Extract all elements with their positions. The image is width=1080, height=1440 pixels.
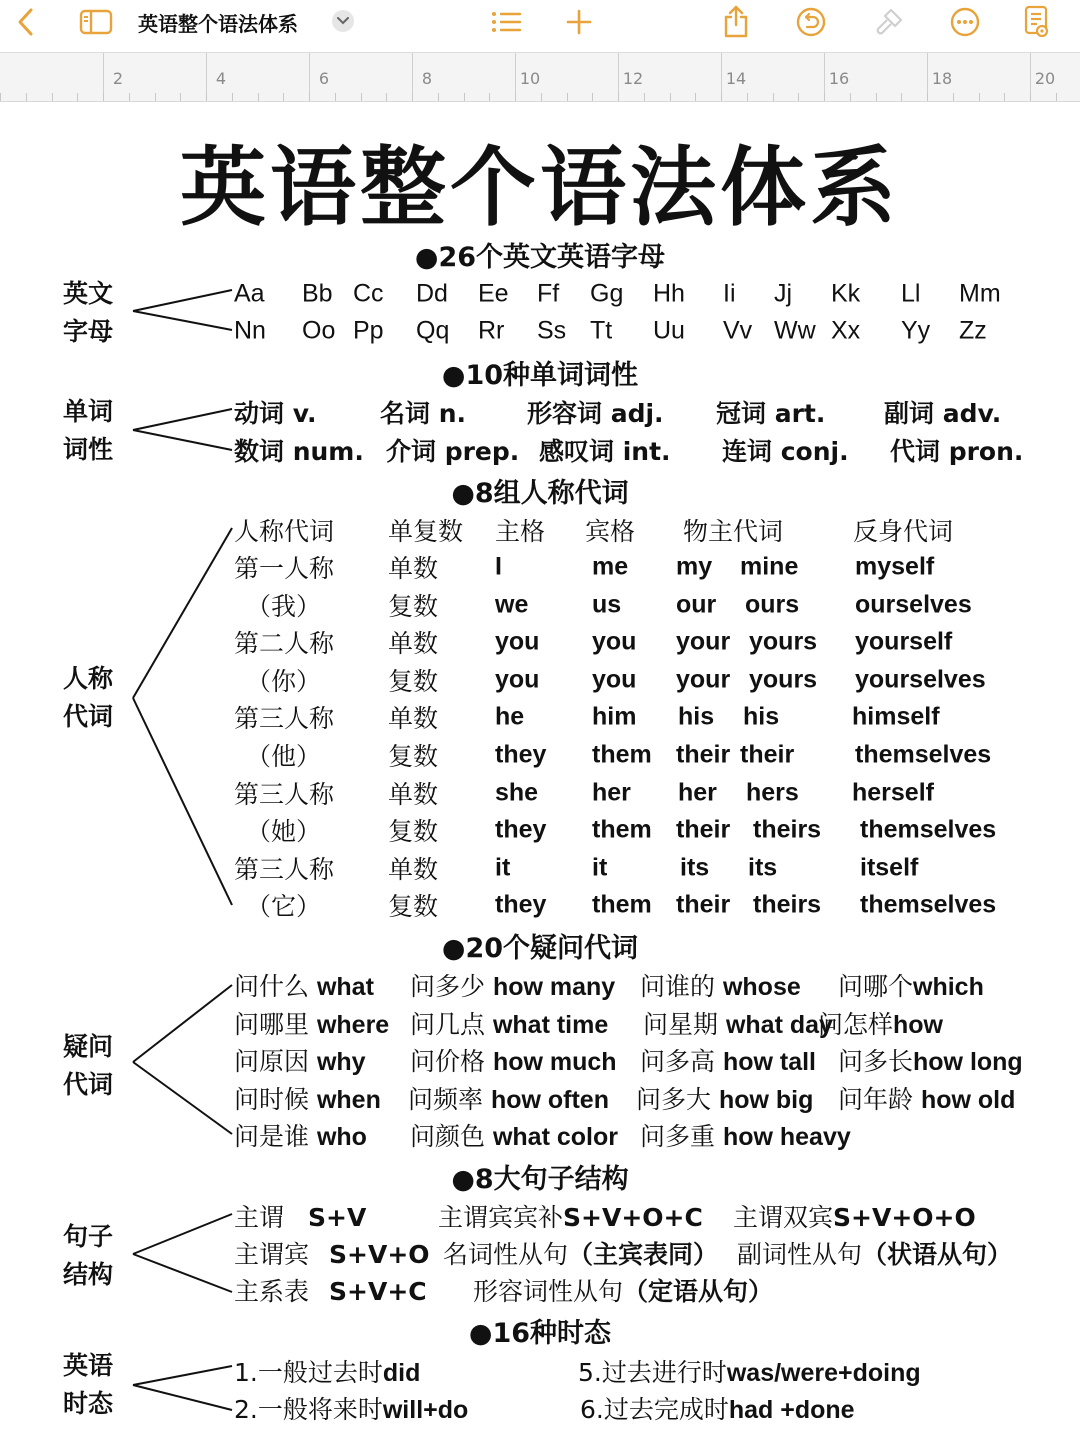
- pronoun-cell: we: [495, 590, 529, 619]
- section-heading: ●16种时态: [468, 1318, 612, 1349]
- alphabet-letter: Dd: [416, 279, 448, 308]
- pronoun-cell: himself: [852, 702, 940, 731]
- pronoun-cell: ours: [745, 590, 800, 619]
- ruler-label: 6: [318, 69, 330, 88]
- pronoun-cell: 单数: [388, 854, 439, 884]
- interrogative-word: how big: [718, 1085, 814, 1114]
- sentence-formula: （定语从句）: [623, 1277, 774, 1306]
- alphabet-letter: Nn: [234, 316, 266, 345]
- pronoun-cell: yours: [749, 627, 818, 656]
- sentence-formula: S+V+O: [329, 1240, 430, 1269]
- ruler-label: 20: [1034, 69, 1056, 88]
- pronoun-cell: mine: [740, 552, 799, 581]
- interrogative-item: 问年龄 how old: [838, 1084, 1016, 1114]
- pronoun-cell: myself: [855, 552, 935, 581]
- tense-item: 5.过去进行时was/were+doing: [578, 1358, 921, 1387]
- sentence-formula: S+V: [308, 1203, 367, 1232]
- interrogative-item: 问什么 what: [234, 972, 374, 1001]
- pronoun-cell: he: [495, 702, 525, 731]
- ruler-label: 14: [725, 69, 747, 88]
- interrogative-word: whose: [722, 973, 801, 1001]
- sentence-structure-item: 副词性从句（状语从句）: [737, 1240, 1013, 1269]
- pronoun-header-cell: 单复数: [388, 517, 464, 546]
- pronoun-cell: you: [592, 665, 637, 694]
- pronoun-cell: 单数: [388, 629, 439, 659]
- alphabet-letter: Ss: [537, 316, 567, 345]
- part-of-speech-item: 副词 adv.: [884, 399, 1002, 428]
- section-label: 人称: [63, 664, 114, 693]
- tense-formula: was/were+doing: [726, 1359, 921, 1387]
- alphabet-letter: Xx: [831, 316, 861, 345]
- interrogative-item: 问多大 how big: [636, 1084, 814, 1114]
- ruler-label: 4: [215, 69, 227, 88]
- alphabet-letter: Uu: [653, 316, 685, 345]
- pronoun-cell: it: [495, 853, 511, 882]
- pronoun-cell: 单数: [388, 704, 439, 734]
- section-label: 时态: [63, 1389, 114, 1418]
- pronoun-cell: yours: [749, 665, 818, 694]
- interrogative-word: how often: [490, 1085, 609, 1114]
- ruler-label: 8: [421, 69, 433, 88]
- pronoun-cell: I: [495, 552, 502, 581]
- interrogative-word: how long: [913, 1048, 1023, 1077]
- tense-formula: will+do: [382, 1396, 469, 1424]
- pronoun-cell: your: [676, 627, 731, 656]
- pronoun-header-cell: 人称代词: [234, 517, 335, 546]
- pronoun-cell: （他）: [246, 742, 322, 771]
- pronoun-cell: its: [748, 853, 778, 882]
- pronoun-cell: themselves: [860, 815, 997, 844]
- interrogative-item: 问谁的 whose: [640, 972, 801, 1001]
- pronoun-cell: your: [676, 665, 731, 694]
- section-label: 词性: [63, 435, 114, 464]
- interrogative-word: when: [316, 1085, 381, 1114]
- interrogative-word: how: [893, 1010, 944, 1039]
- section-label: 代词: [63, 702, 114, 731]
- pronoun-cell: （她）: [246, 817, 322, 847]
- pronoun-cell: his: [743, 702, 780, 731]
- tense-item: 2.一般将来时will+do: [234, 1395, 469, 1424]
- alphabet-letter: Bb: [302, 279, 333, 308]
- sentence-structure-item: 主谓 S+V: [234, 1203, 367, 1232]
- alphabet-letter: Aa: [234, 279, 265, 308]
- interrogative-word: where: [316, 1010, 390, 1039]
- interrogative-item: 问多长how long: [838, 1047, 1023, 1077]
- pronoun-cell: 复数: [388, 666, 439, 696]
- alphabet-letter: Pp: [353, 316, 384, 345]
- sentence-formula: S+V+O+C: [563, 1203, 703, 1232]
- pronoun-cell: you: [495, 665, 540, 694]
- pronoun-cell: us: [592, 590, 622, 619]
- pronoun-header-cell: 反身代词: [853, 517, 954, 546]
- pronoun-cell: them: [592, 815, 652, 844]
- sentence-structure-item: 名词性从句（主宾表同）: [443, 1240, 719, 1269]
- section-label: 代词: [63, 1070, 114, 1099]
- ruler-label: 18: [931, 69, 953, 88]
- pronoun-cell: 复数: [388, 742, 439, 771]
- pronoun-cell: themselves: [855, 740, 992, 769]
- section-heading: ●26个英文英语字母: [414, 242, 666, 273]
- section-label: 字母: [63, 317, 114, 346]
- section-heading: ●8组人称代词: [451, 478, 629, 509]
- interrogative-word: what day: [725, 1010, 833, 1039]
- pronoun-cell: （它）: [246, 892, 322, 922]
- pronoun-cell: their: [676, 890, 731, 919]
- pronoun-header-cell: 宾格: [585, 517, 636, 546]
- interrogative-word: what time: [492, 1010, 609, 1039]
- pronoun-cell: itself: [860, 853, 919, 882]
- alphabet-letter: Jj: [774, 279, 793, 308]
- interrogative-item: 问颜色 what color: [410, 1122, 618, 1152]
- section-label: 单词: [63, 397, 114, 426]
- pronoun-cell: 第三人称: [234, 704, 335, 734]
- sentence-formula: （主宾表同）: [568, 1240, 719, 1269]
- part-of-speech-item: 连词 conj.: [722, 437, 849, 466]
- alphabet-letter: Ee: [478, 279, 509, 308]
- sentence-formula: S+V+C: [329, 1277, 427, 1306]
- interrogative-word: what color: [492, 1123, 618, 1152]
- pronoun-cell: they: [495, 890, 547, 919]
- pronoun-cell: her: [592, 778, 631, 807]
- pronoun-header-cell: 物主代词: [683, 517, 784, 546]
- interrogative-word: how tall: [722, 1048, 817, 1077]
- page-title: 英语整个语法体系: [180, 138, 900, 238]
- interrogative-word: which: [913, 973, 984, 1001]
- pronoun-cell: me: [592, 552, 629, 581]
- tense-item: 6.过去完成时had +done: [580, 1395, 855, 1424]
- pronoun-cell: （你）: [246, 666, 322, 696]
- pronoun-cell: 复数: [388, 817, 439, 847]
- ruler-label: 10: [519, 69, 541, 88]
- section-label: 结构: [63, 1260, 114, 1289]
- alphabet-letter: Mm: [959, 279, 1001, 308]
- section-label: 英语: [63, 1351, 114, 1380]
- pronoun-cell: hers: [746, 778, 799, 807]
- pronoun-cell: themselves: [860, 890, 997, 919]
- pronoun-cell: their: [676, 815, 731, 844]
- interrogative-word: how heavy: [722, 1123, 851, 1152]
- alphabet-letter: Ww: [774, 316, 816, 345]
- alphabet-letter: Qq: [416, 316, 450, 345]
- interrogative-item: 问星期 what day: [643, 1009, 833, 1039]
- interrogative-item: 问几点 what time: [410, 1009, 609, 1039]
- alphabet-letter: Zz: [959, 316, 987, 345]
- pronoun-cell: 第二人称: [234, 629, 335, 659]
- pronoun-cell: our: [676, 590, 717, 619]
- pronoun-cell: yourselves: [855, 665, 986, 694]
- bracket-line: [133, 1385, 232, 1410]
- sentence-formula: S+V+O+O: [833, 1203, 976, 1232]
- interrogative-item: 问多重 how heavy: [640, 1122, 851, 1152]
- ruler-label: 12: [622, 69, 644, 88]
- pronoun-cell: yourself: [855, 627, 953, 656]
- sentence-formula: （状语从句）: [862, 1240, 1013, 1269]
- pronoun-cell: their: [740, 740, 795, 769]
- pronoun-cell: 第三人称: [234, 779, 335, 809]
- pronoun-cell: 复数: [388, 591, 439, 621]
- pronoun-cell: you: [495, 627, 540, 656]
- document-title[interactable]: 英语整个语法体系: [138, 12, 298, 36]
- pronoun-cell: theirs: [753, 890, 822, 919]
- interrogative-item: 问哪里 where: [234, 1009, 390, 1039]
- pronoun-cell: 复数: [388, 892, 439, 922]
- pronoun-cell: they: [495, 815, 547, 844]
- pronoun-cell: theirs: [753, 815, 822, 844]
- sentence-structure-item: 主系表 S+V+C: [234, 1277, 427, 1306]
- alphabet-letter: Vv: [723, 316, 753, 345]
- interrogative-item: 问是谁 who: [234, 1122, 367, 1152]
- tense-formula: did: [382, 1359, 421, 1387]
- interrogative-word: what: [316, 973, 374, 1001]
- interrogative-item: 问频率 how often: [408, 1084, 609, 1114]
- part-of-speech-item: 介词 prep.: [386, 437, 520, 466]
- alphabet-letter: Hh: [653, 279, 685, 308]
- interrogative-item: 问怎样how: [818, 1009, 944, 1039]
- bracket-line: [133, 1366, 232, 1385]
- interrogative-word: why: [316, 1048, 366, 1077]
- ruler-label: 16: [828, 69, 850, 88]
- part-of-speech-item: 形容词 adj.: [527, 399, 664, 428]
- part-of-speech-item: 冠词 art.: [716, 399, 826, 428]
- alphabet-letter: Yy: [901, 316, 931, 345]
- interrogative-item: 问多高 how tall: [640, 1047, 817, 1077]
- pronoun-cell: 第一人称: [234, 554, 335, 583]
- alphabet-letter: Ll: [901, 279, 921, 308]
- alphabet-letter: Ii: [723, 279, 736, 308]
- pronoun-cell: my: [676, 552, 713, 581]
- tense-item: 1.一般过去时did: [234, 1358, 421, 1387]
- pronoun-cell: its: [680, 853, 710, 882]
- pronoun-cell: him: [592, 702, 637, 731]
- pronoun-cell: herself: [852, 778, 934, 807]
- part-of-speech-item: 数词 num.: [234, 437, 364, 466]
- part-of-speech-item: 名词 n.: [380, 399, 466, 428]
- ruler-label: 2: [112, 69, 124, 88]
- alphabet-letter: Ff: [537, 279, 560, 308]
- interrogative-item: 问时候 when: [234, 1084, 381, 1114]
- pronoun-cell: their: [676, 740, 731, 769]
- pronoun-cell: 第三人称: [234, 854, 335, 884]
- alphabet-letter: Gg: [590, 279, 624, 308]
- pronoun-cell: you: [592, 627, 637, 656]
- section-label: 疑问: [63, 1032, 114, 1061]
- part-of-speech-item: 动词 v.: [234, 399, 317, 428]
- pronoun-cell: they: [495, 740, 547, 769]
- pronoun-cell: （我）: [246, 591, 322, 621]
- sentence-structure-item: 形容词性从句（定语从句）: [473, 1277, 774, 1306]
- pronoun-cell: 单数: [388, 779, 439, 809]
- pronoun-cell: it: [592, 853, 608, 882]
- pronoun-cell: them: [592, 890, 652, 919]
- interrogative-item: 问哪个which: [838, 972, 984, 1001]
- sentence-structure-item: 主谓双宾S+V+O+O: [733, 1203, 976, 1232]
- pronoun-header-cell: 主格: [495, 517, 546, 546]
- pronoun-cell: them: [592, 740, 652, 769]
- section-label: 句子: [63, 1222, 114, 1251]
- pronoun-cell: she: [495, 778, 539, 807]
- tense-formula: had +done: [728, 1396, 855, 1424]
- alphabet-letter: Rr: [478, 316, 505, 345]
- part-of-speech-item: 感叹词 int.: [539, 437, 671, 466]
- part-of-speech-item: 代词 pron.: [890, 437, 1024, 466]
- interrogative-word: who: [316, 1123, 367, 1152]
- alphabet-letter: Tt: [590, 316, 613, 345]
- section-heading: ●8大句子结构: [451, 1164, 629, 1195]
- pronoun-cell: ourselves: [855, 590, 972, 619]
- alphabet-letter: Kk: [831, 279, 861, 308]
- interrogative-item: 问多少 how many: [410, 972, 616, 1001]
- interrogative-word: how old: [920, 1085, 1016, 1114]
- alphabet-letter: Cc: [353, 279, 384, 308]
- section-heading: ●20个疑问代词: [441, 933, 639, 964]
- pronoun-cell: his: [678, 702, 715, 731]
- section-label: 英文: [63, 279, 114, 308]
- interrogative-word: how many: [492, 973, 616, 1001]
- interrogative-item: 问价格 how much: [410, 1047, 617, 1077]
- sentence-structure-item: 主谓宾宾补S+V+O+C: [438, 1203, 703, 1232]
- interrogative-word: how much: [492, 1048, 617, 1077]
- sentence-structure-item: 主谓宾 S+V+O: [234, 1240, 430, 1269]
- interrogative-item: 问原因 why: [234, 1047, 366, 1077]
- section-heading: ●10种单词词性: [441, 360, 639, 391]
- pronoun-cell: her: [678, 778, 717, 807]
- alphabet-letter: Oo: [302, 316, 336, 345]
- pronoun-cell: 单数: [388, 554, 439, 583]
